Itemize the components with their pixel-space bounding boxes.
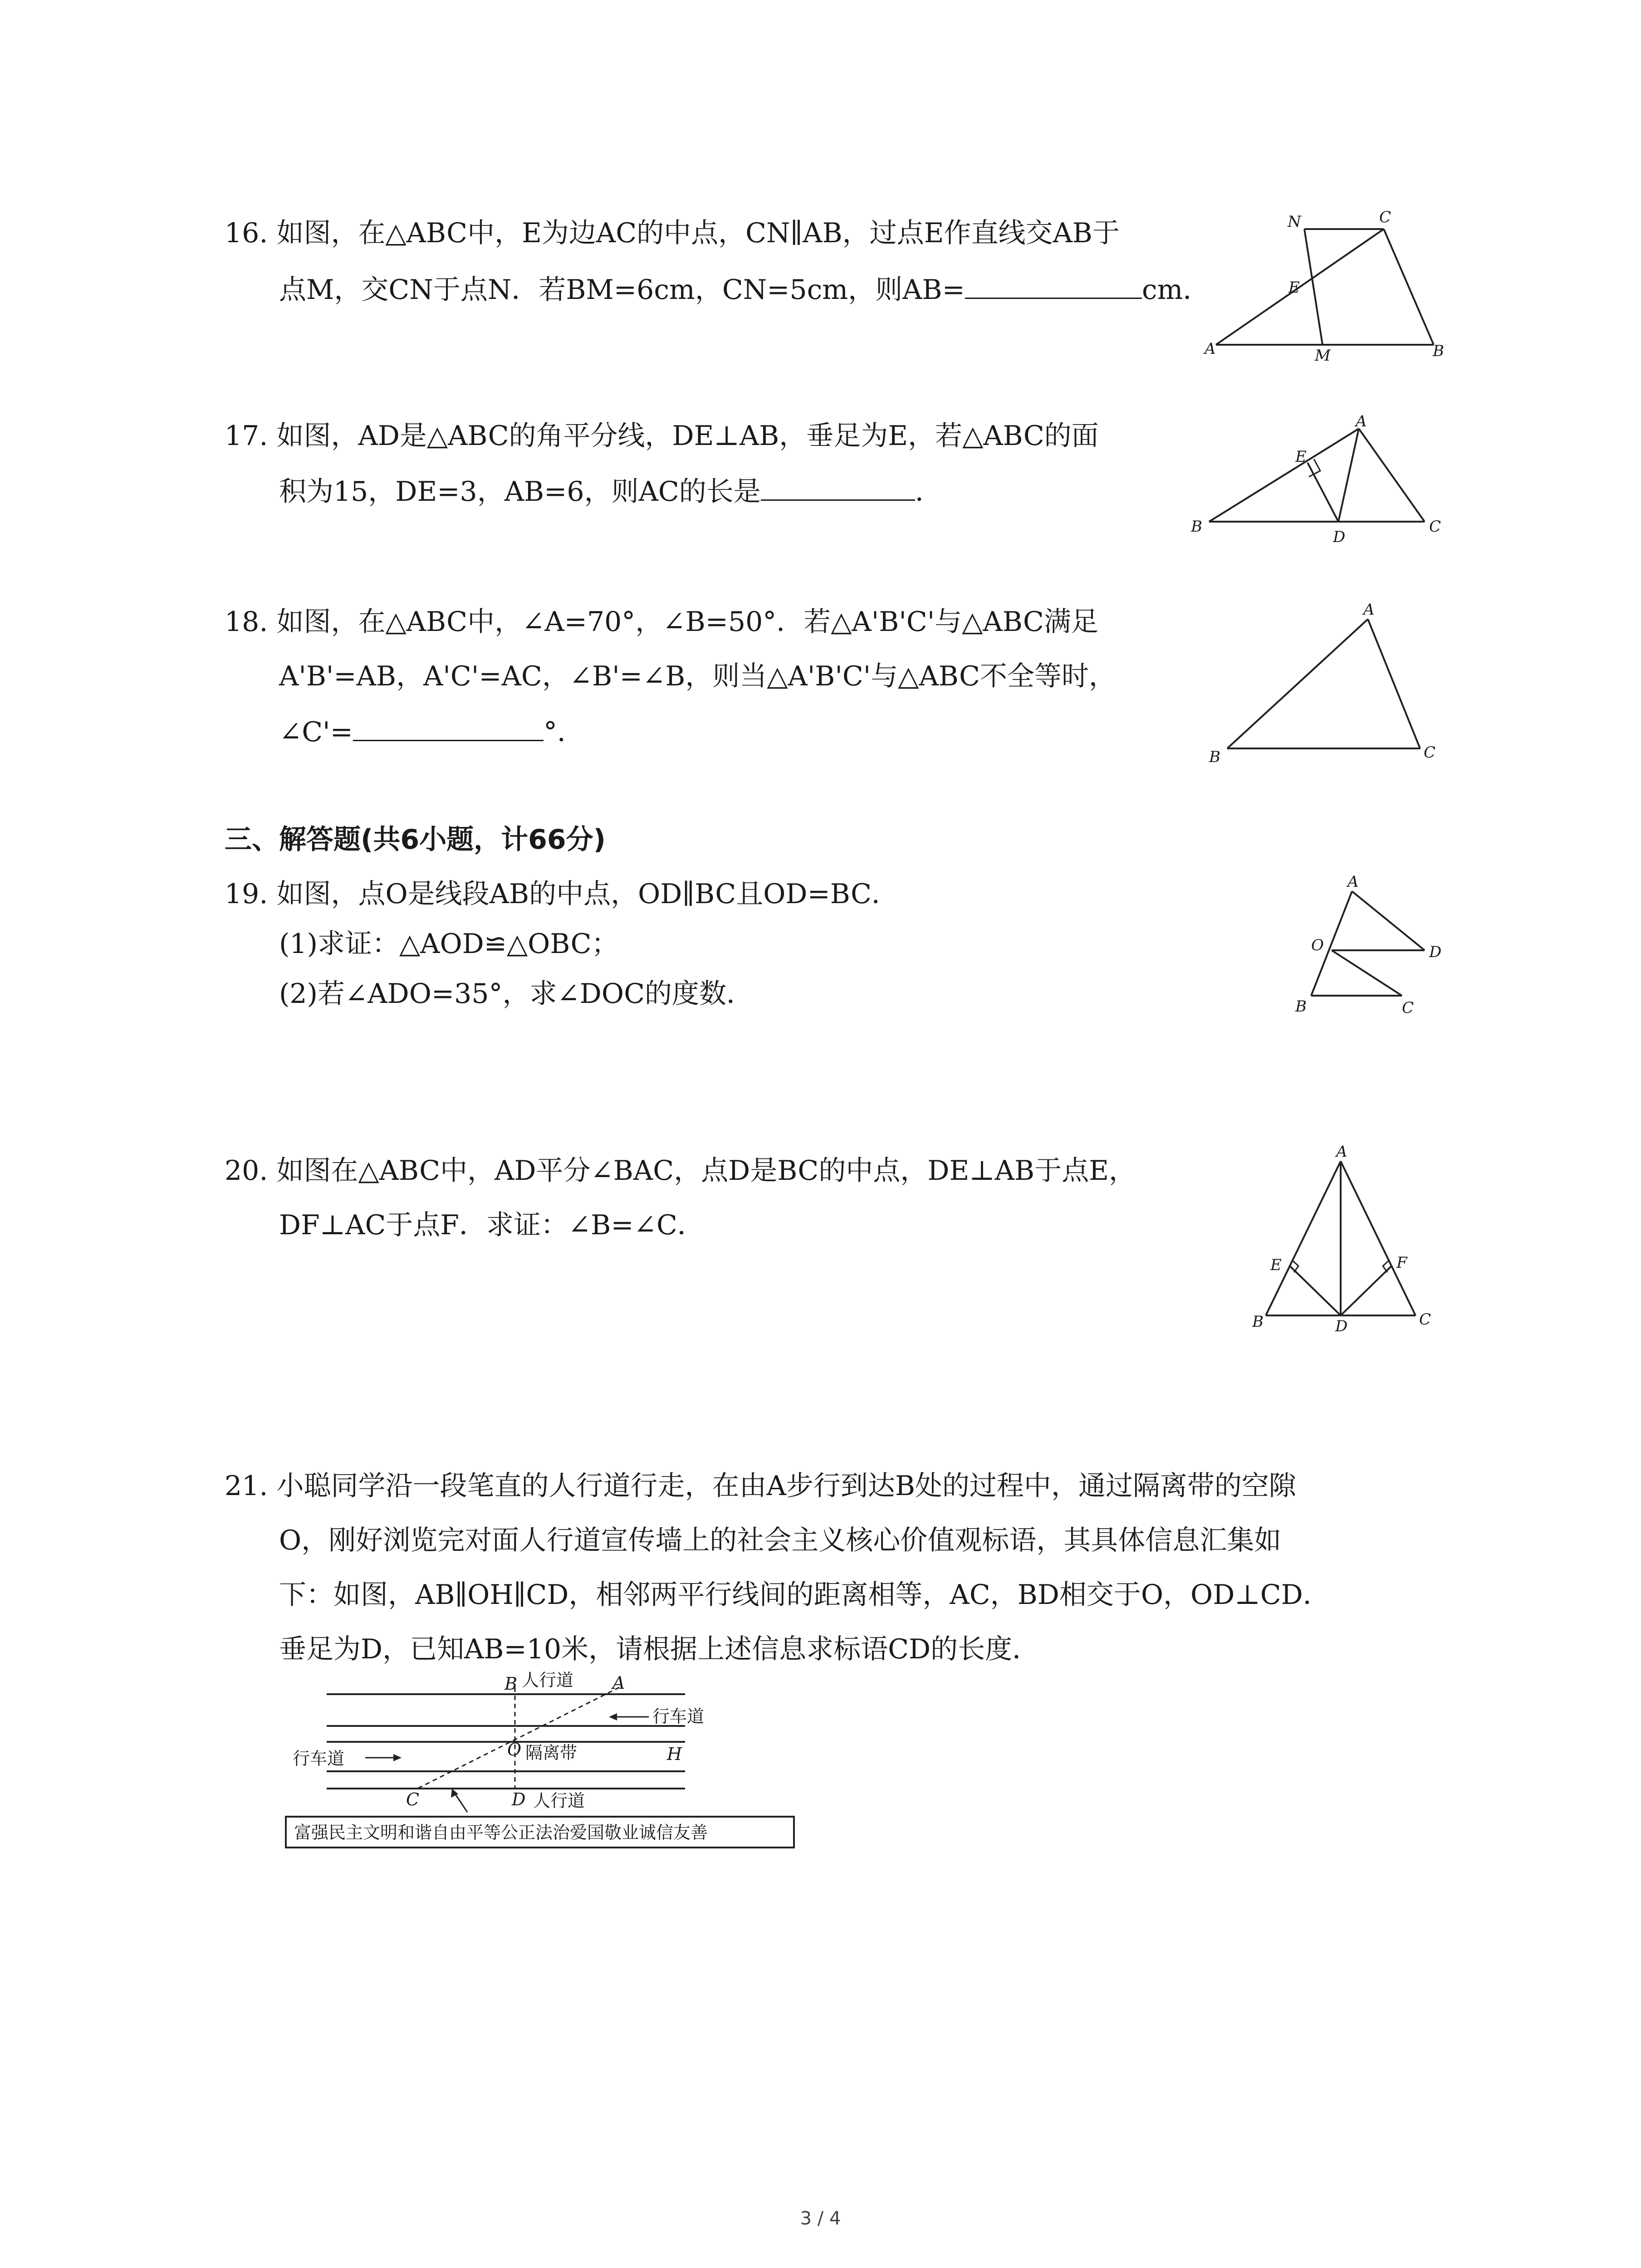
- q21-label-B: B: [505, 1674, 517, 1694]
- q17-figure: [1189, 412, 1452, 549]
- q20-figure: [1225, 1141, 1443, 1340]
- q20-label-E: E: [1270, 1256, 1282, 1274]
- q20-label-A: A: [1336, 1143, 1347, 1161]
- q19-line1: 19. 如图，点O是线段AB的中点，OD∥BC且OD=BC．: [225, 878, 899, 910]
- q17-line1: 17. 如图，AD是△ABC的角平分线，DE⊥AB，垂足为E，若△ABC的面: [225, 420, 1099, 452]
- q21-line3: 下：如图，AB∥OH∥CD，相邻两平行线间的距离相等，AC，BD相交于O，OD⊥CD．: [279, 1579, 1330, 1611]
- q16-line2-text: 点M，交CN于点N．若BM=6cm，CN=5cm，则AB=: [279, 274, 965, 306]
- q16-answer-blank: [965, 272, 1142, 299]
- q16-label-N: N: [1288, 213, 1301, 231]
- q19-label-O: O: [1311, 936, 1324, 954]
- q19-line3: (2)若∠ADO=35°，求∠DOC的度数．: [279, 978, 754, 1010]
- q20-line2: DF⊥AC于点F．求证：∠B=∠C．: [279, 1209, 705, 1241]
- q16-label-M: M: [1315, 347, 1331, 365]
- q16-label-E: E: [1288, 279, 1300, 297]
- q17-line2: [279, 474, 942, 508]
- q21-lane-left: 行车道: [293, 1749, 345, 1769]
- q19-label-B: B: [1295, 997, 1307, 1016]
- q21-label-H: H: [667, 1744, 682, 1764]
- q16-label-A: A: [1205, 340, 1216, 358]
- q17-label-A: A: [1356, 412, 1367, 430]
- q17-label-E: E: [1295, 448, 1307, 466]
- q21-line2: O，刚好浏览完对面人行道宣传墙上的社会主义核心价值观标语，其具体信息汇集如: [279, 1525, 1282, 1556]
- q19-label-C: C: [1402, 999, 1414, 1017]
- q18-line2: A'B'=AB，A'C'=AC，∠B'=∠B，则当△A'B'C'与△ABC不全等时，: [279, 660, 1116, 692]
- section-heading: 三、解答题(共6小题，计66分): [225, 824, 606, 855]
- q21-sidewalk-bottom: 人行道: [533, 1791, 585, 1811]
- q21-sidewalk-top: 人行道: [522, 1670, 574, 1690]
- q21-line4: 垂足为D，已知AB=10米，请根据上述信息求标语CD的长度．: [279, 1633, 1040, 1665]
- q16-line2: [279, 272, 1210, 306]
- q18-line3: [279, 714, 584, 748]
- page-number: 3 / 4: [800, 2208, 841, 2229]
- q19-figure: [1266, 869, 1456, 1018]
- q21-median: 隔离带: [525, 1743, 578, 1763]
- q18-line3-text: ∠C'=: [279, 716, 353, 748]
- q21-lane-right: 行车道: [652, 1706, 705, 1726]
- q21-label-C: C: [406, 1789, 420, 1809]
- q21-label-A: A: [612, 1673, 625, 1693]
- q17-label-D: D: [1333, 528, 1346, 546]
- q18-label-C: C: [1424, 743, 1436, 762]
- q18-figure: [1207, 599, 1452, 771]
- q21-slogan: 富强民主文明和谐自由平等公正法治爱国敬业诚信友善: [294, 1823, 708, 1843]
- q16-line1: 16. 如图，在△ABC中，E为边AC的中点，CN∥AB，过点E作直线交AB于: [225, 217, 1120, 249]
- q18-label-A: A: [1363, 601, 1375, 619]
- q16-line2-unit: cm．: [1141, 274, 1210, 306]
- q16-figure: [1205, 204, 1444, 365]
- q18-line1: 18. 如图，在△ABC中，∠A=70°，∠B=50°．若△A'B'C'与△ABC满足: [225, 606, 1098, 638]
- q20-line1: 20. 如图在△ABC中，AD平分∠BAC，点D是BC的中点，DE⊥AB于点E，: [225, 1155, 1136, 1187]
- q17-label-B: B: [1191, 518, 1202, 536]
- q19-label-D: D: [1429, 943, 1442, 961]
- q18-line3-unit: °．: [543, 716, 584, 748]
- q21-line1: 21. 小聪同学沿一段笔直的人行道行走，在由A步行到达B处的过程中，通过隔离带的空隙: [225, 1470, 1296, 1502]
- q20-label-F: F: [1396, 1254, 1407, 1272]
- q19-label-A: A: [1347, 873, 1359, 891]
- q20-label-C: C: [1419, 1310, 1431, 1329]
- q20-label-B: B: [1252, 1313, 1264, 1331]
- q18-answer-blank: [353, 714, 544, 741]
- q16-label-C: C: [1379, 208, 1391, 226]
- q21-label-D: D: [512, 1789, 526, 1809]
- q17-line2-text: 积为15，DE=3，AB=6，则AC的长是: [279, 476, 761, 508]
- q21-label-O: O: [507, 1740, 522, 1760]
- q17-line2-end: ．: [915, 476, 942, 508]
- q17-label-C: C: [1429, 518, 1441, 536]
- q16-label-B: B: [1433, 342, 1444, 360]
- q19-line2: (1)求证：△AOD≌△OBC；: [279, 928, 619, 960]
- q17-answer-blank: [761, 474, 915, 501]
- q20-label-D: D: [1335, 1317, 1348, 1335]
- q21-figure: [286, 1672, 830, 1853]
- q18-label-B: B: [1209, 748, 1220, 766]
